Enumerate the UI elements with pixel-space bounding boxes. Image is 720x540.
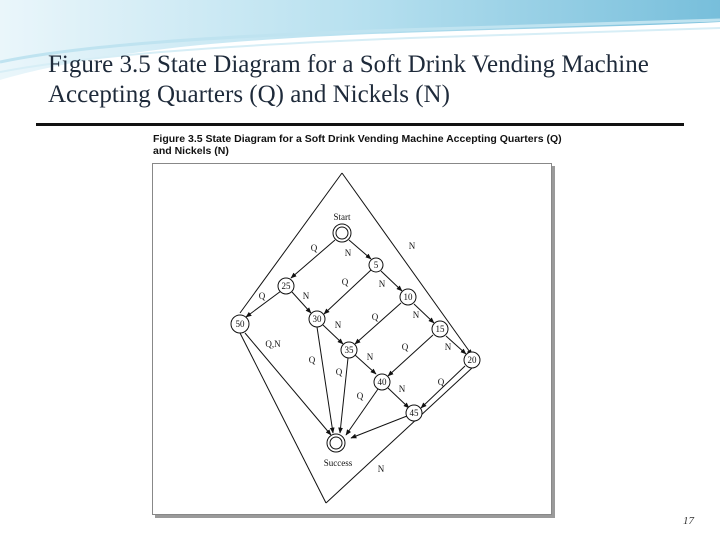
state-20-label: 20 [467, 355, 477, 365]
edge-label-15-q: Q [401, 342, 409, 352]
state-success-inner [330, 437, 342, 449]
edge-label-40-n: N [398, 384, 406, 394]
state-35-label: 35 [344, 345, 354, 355]
edge-label-20-q: Q [437, 377, 445, 387]
state-25-label: 25 [281, 281, 291, 291]
edge-30-to-success [317, 327, 333, 433]
slide-number: 17 [683, 515, 694, 527]
state-50-label: 50 [235, 319, 245, 329]
state-45-label: 45 [409, 408, 419, 418]
edge-label-start-n-inner: N [344, 248, 352, 258]
edge-label-30-q: Q [308, 355, 316, 365]
edge-label-25-n: N [302, 291, 310, 301]
state-start-label: Start [333, 212, 351, 222]
state-40-label: 40 [377, 377, 387, 387]
state-30-label: 30 [312, 314, 322, 324]
slide-title: Figure 3.5 State Diagram for a Soft Drink Vending Machine Accepting Quarters (Q) and Nickels (N) [48, 51, 649, 108]
state-10-label: 10 [403, 292, 413, 302]
edge-label-30-n: N [334, 320, 342, 330]
edge-50-to-success [245, 333, 331, 435]
edge-label-50-qn: Q,N [265, 339, 281, 349]
state-15-label: 15 [435, 324, 445, 334]
state-start-inner [336, 227, 348, 239]
edge-start-outer-right [342, 173, 472, 355]
edge-label-15-n: N [444, 342, 452, 352]
edge-label-start-n-outer: N [408, 241, 416, 251]
edge-10-to-35 [355, 303, 401, 344]
edge-label-10-q: Q [371, 312, 379, 322]
edge-label-5-q: Q [341, 277, 349, 287]
edge-label-10-n: N [412, 310, 420, 320]
state-5-label: 5 [373, 260, 379, 270]
edge-label-5-n: N [378, 279, 386, 289]
edge-label-45-n: N [377, 464, 385, 474]
edge-start-to-5 [349, 240, 371, 259]
figure-caption: Figure 3.5 State Diagram for a Soft Drink Vending Machine Accepting Quarters (Q) and Nickels (N) [153, 133, 562, 157]
edge-label-start-q: Q [310, 243, 318, 253]
state-success-label: Success [323, 458, 353, 468]
edge-label-35-n: N [366, 352, 374, 362]
edge-label-25-q: Q [258, 291, 266, 301]
edge-label-40-q: Q [356, 391, 364, 401]
edge-45-to-success [351, 416, 407, 438]
edge-label-35-q: Q [335, 367, 343, 377]
edge-15-to-40 [388, 335, 433, 376]
edge-20-to-45 [421, 366, 465, 408]
